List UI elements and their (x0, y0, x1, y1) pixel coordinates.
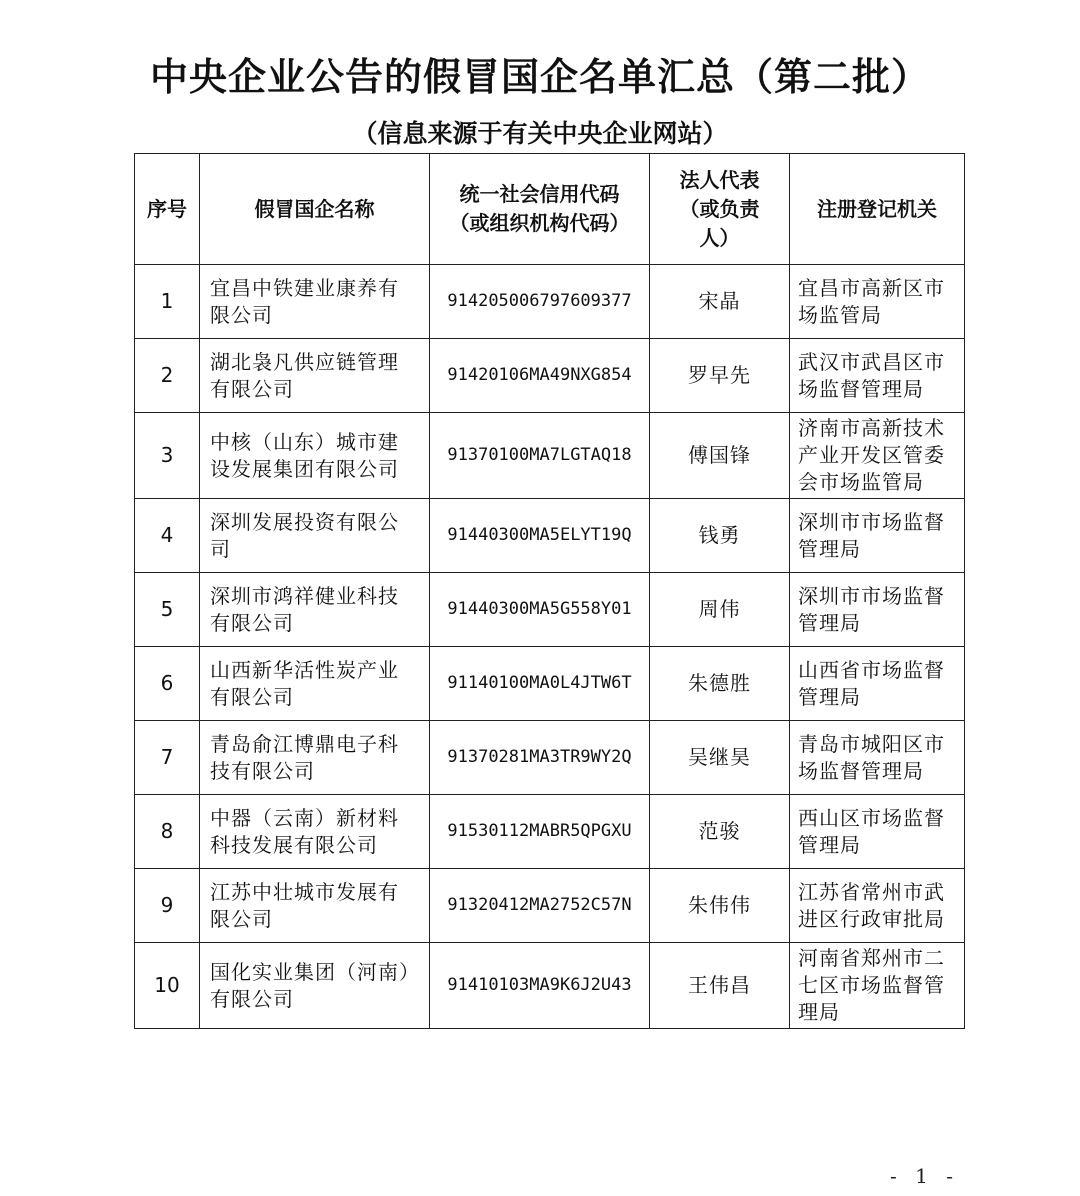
cell-name: 湖北袅凡供应链管理有限公司 (200, 339, 430, 413)
cell-name: 山西新华活性炭产业有限公司 (200, 647, 430, 721)
table-row (135, 413, 965, 499)
header-name: 假冒国企名称 (200, 154, 430, 265)
cell-rep: 宋晶 (650, 265, 790, 339)
cell-code: 91140100MA0L4JTW6T (430, 647, 650, 721)
cell-rep: 范骏 (650, 795, 790, 869)
cell-code: 91530112MABR5QPGXU (430, 795, 650, 869)
cell-name: 中核（山东）城市建设发展集团有限公司 (200, 413, 430, 499)
cell-code: 91440300MA5G558Y01 (430, 573, 650, 647)
table-row (135, 795, 965, 869)
cell-authority: 青岛市城阳区市场监督管理局 (790, 721, 965, 795)
cell-authority: 宜昌市高新区市场监管局 (790, 265, 965, 339)
cell-no: 3 (135, 413, 200, 499)
table-row (135, 647, 965, 721)
cell-authority: 江苏省常州市武进区行政审批局 (790, 869, 965, 943)
page-number: - 1 - (890, 1164, 959, 1188)
cell-rep: 傅国锋 (650, 413, 790, 499)
table-header-row (135, 154, 965, 265)
cell-rep: 朱伟伟 (650, 869, 790, 943)
cell-authority: 西山区市场监督管理局 (790, 795, 965, 869)
cell-authority: 济南市高新技术产业开发区管委会市场监管局 (790, 413, 965, 499)
cell-rep: 钱勇 (650, 499, 790, 573)
header-code-line1: 统一社会信用代码 (459, 182, 620, 206)
document-subtitle: （信息来源于有关中央企业网站） (352, 119, 728, 148)
table-row (135, 869, 965, 943)
cell-no: 9 (135, 869, 200, 943)
header-rep-line1: 法人代表 (679, 167, 760, 192)
fake-soe-table (134, 153, 965, 1029)
cell-rep: 吴继昊 (650, 721, 790, 795)
cell-code: 91370100MA7LGTAQ18 (430, 413, 650, 499)
header-authority: 注册登记机关 (790, 154, 965, 265)
cell-authority: 深圳市市场监督管理局 (790, 573, 965, 647)
table-row (135, 721, 965, 795)
table-row (135, 943, 965, 1029)
cell-no: 2 (135, 339, 200, 413)
cell-authority: 河南省郑州市二七区市场监督管理局 (790, 943, 965, 1029)
cell-name: 江苏中壮城市发展有限公司 (200, 869, 430, 943)
cell-name: 宜昌中铁建业康养有限公司 (200, 265, 430, 339)
cell-authority: 深圳市市场监督管理局 (790, 499, 965, 573)
cell-code: 91320412MA2752C57N (430, 869, 650, 943)
document-title: 中央企业公告的假冒国企名单汇总（第二批） (149, 55, 930, 99)
cell-code: 91440300MA5ELYT19Q (430, 499, 650, 573)
cell-code: 91410103MA9K6J2U43 (430, 943, 650, 1029)
cell-no: 1 (135, 265, 200, 339)
cell-no: 5 (135, 573, 200, 647)
table-row (135, 265, 965, 339)
table-row (135, 499, 965, 573)
cell-no: 7 (135, 721, 200, 795)
header-rep-line3: 人） (699, 225, 740, 250)
cell-authority: 山西省市场监督管理局 (790, 647, 965, 721)
cell-rep: 朱德胜 (650, 647, 790, 721)
cell-rep: 周伟 (650, 573, 790, 647)
cell-rep: 罗早先 (650, 339, 790, 413)
header-code (430, 154, 650, 265)
cell-authority: 武汉市武昌区市场监督管理局 (790, 339, 965, 413)
cell-name: 中器（云南）新材料科技发展有限公司 (200, 795, 430, 869)
cell-code: 914205006797609377 (430, 265, 650, 339)
table-row (135, 339, 965, 413)
cell-code: 91420106MA49NXG854 (430, 339, 650, 413)
header-no: 序号 (135, 154, 200, 265)
header-rep-line2: （或负责 (679, 196, 760, 221)
cell-name: 深圳发展投资有限公司 (200, 499, 430, 573)
header-rep (650, 154, 790, 265)
cell-name: 国化实业集团（河南）有限公司 (200, 943, 430, 1029)
header-code-line2: （或组织机构代码） (449, 211, 630, 235)
cell-no: 8 (135, 795, 200, 869)
cell-code: 91370281MA3TR9WY2Q (430, 721, 650, 795)
cell-name: 青岛俞江博鼎电子科技有限公司 (200, 721, 430, 795)
cell-rep: 王伟昌 (650, 943, 790, 1029)
table-row (135, 573, 965, 647)
cell-no: 4 (135, 499, 200, 573)
cell-name: 深圳市鸿祥健业科技有限公司 (200, 573, 430, 647)
cell-no: 10 (135, 943, 200, 1029)
cell-no: 6 (135, 647, 200, 721)
